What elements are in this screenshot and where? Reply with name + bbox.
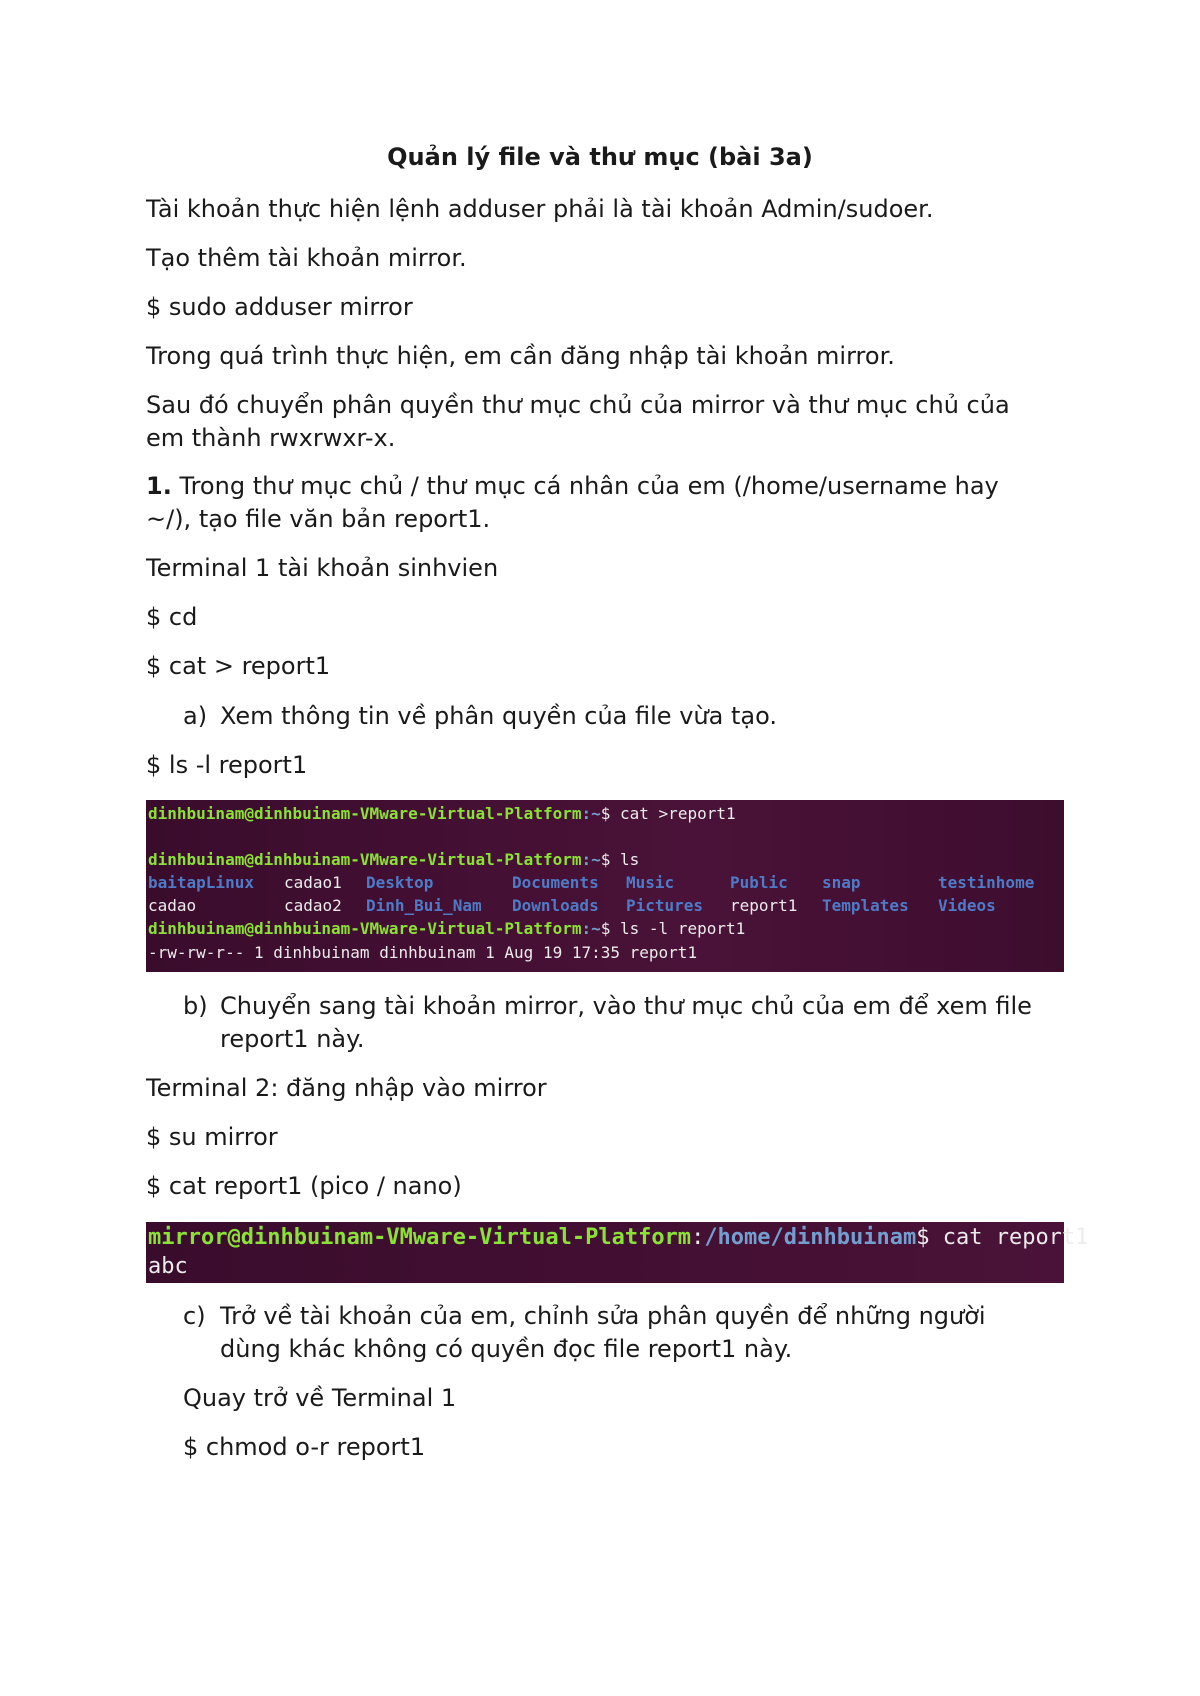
command-chmod: $ chmod o-r report1 — [183, 1433, 426, 1461]
command-ls-l: $ ls -l report1 — [146, 751, 308, 779]
list-marker: a) — [183, 702, 208, 730]
paragraph-permissions — [146, 389, 1066, 455]
terminal-output: -rw-rw-r-- 1 dinhbuinam dinhbuinam 1 Aug 19 17:35 report1 — [148, 943, 698, 962]
terminal-screenshot-2 — [146, 1222, 1089, 1283]
paragraph-terminal2: Terminal 2: đăng nhập vào mirror — [146, 1074, 547, 1102]
list-item-text: Chuyển sang tài khoản mirror, vào thư mục chủ của em để xem file report1 này. — [220, 992, 1032, 1053]
command-adduser: $ sudo adduser mirror — [146, 293, 413, 321]
list-item-text: Trở về tài khoản của em, chỉnh sửa phân quyền để những người dùng khác không có quyền đọc file report1 này. — [220, 1302, 986, 1363]
command-su: $ su mirror — [146, 1123, 278, 1151]
terminal-output: abc — [148, 1254, 188, 1279]
paragraph-permissions-line2: em thành rwxrwxr-x. — [146, 424, 396, 452]
terminal-line: dinhbuinam@dinhbuinam-VMware-Virtual-Platform:~$ cat >report1 — [148, 804, 736, 823]
terminal-line: mirror@dinhbuinam-VMware-Virtual-Platform:/home/dinhbuinam$ cat report1 — [148, 1225, 1089, 1250]
paragraph-permissions-line1: Sau đó chuyển phân quyền thư mục chủ của mirror và thư mục chủ của — [146, 391, 1010, 419]
list-item-c — [183, 1300, 1063, 1366]
list-item-b — [183, 990, 1063, 1056]
paragraph-terminal1: Terminal 1 tài khoản sinhvien — [146, 554, 499, 582]
list-marker: b) — [183, 992, 208, 1020]
list-item-a — [183, 700, 1063, 733]
terminal-ls-row: cadao cadao2 Dinh_Bui_Nam Downloads Pictures report1 Templates Videos — [148, 896, 996, 915]
command-cat-report: $ cat report1 (pico / nano) — [146, 1172, 462, 1200]
document-title: Quản lý file và thư mục (bài 3a) — [387, 143, 813, 171]
command-cd: $ cd — [146, 603, 198, 631]
list-item-text: Xem thông tin về phân quyền của file vừa tạo. — [220, 702, 777, 730]
paragraph-login-note: Trong quá trình thực hiện, em cần đăng nhập tài khoản mirror. — [146, 342, 895, 370]
question-1 — [146, 470, 1066, 536]
question-1-line2: ~/), tạo file văn bản report1. — [146, 505, 491, 533]
question-number: 1. — [146, 472, 172, 500]
paragraph-sudoer-note: Tài khoản thực hiện lệnh adduser phải là tài khoản Admin/sudoer. — [146, 195, 934, 223]
command-cat-redirect: $ cat > report1 — [146, 652, 331, 680]
terminal-ls-row: baitapLinux cadao1 Desktop Documents Music Public snap testinhome — [148, 873, 1035, 892]
terminal-line: dinhbuinam@dinhbuinam-VMware-Virtual-Platform:~$ ls — [148, 850, 640, 869]
list-marker: c) — [183, 1302, 206, 1330]
question-1-line1: Trong thư mục chủ / thư mục cá nhân của em (/home/username hay — [171, 472, 999, 500]
terminal-screenshot-1 — [146, 800, 1064, 972]
paragraph-create-account: Tạo thêm tài khoản mirror. — [146, 244, 467, 272]
paragraph-back-terminal1: Quay trở về Terminal 1 — [183, 1384, 457, 1412]
terminal-line: dinhbuinam@dinhbuinam-VMware-Virtual-Platform:~$ ls -l report1 — [148, 919, 746, 938]
